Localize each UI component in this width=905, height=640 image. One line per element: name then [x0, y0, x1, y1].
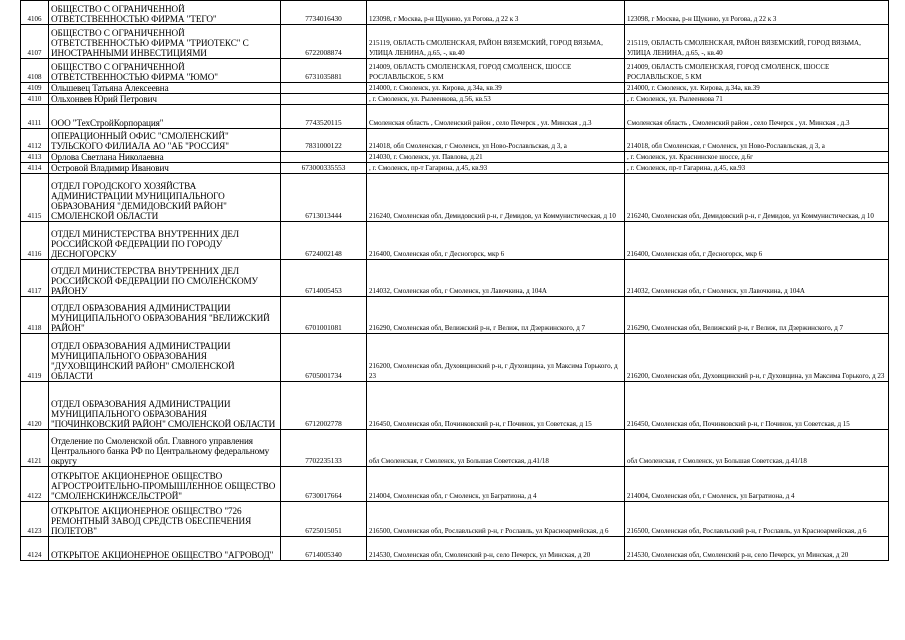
legal-address: 216500, Смоленская обл, Рославльский р-н, г Рославль, ул Красноармейская, д 6: [367, 502, 625, 537]
organization-name: ОПЕРАЦИОННЫЙ ОФИС "СМОЛЕНСКИЙ" ТУЛЬСКОГО ФИЛИАЛА АО "АБ "РОССИЯ": [49, 129, 281, 152]
legal-address: 214530, Смоленская обл, Смоленский р-н, село Печерск, ул Минская, д 20: [367, 537, 625, 561]
organizations-table: [20, 0, 889, 561]
inn-code: 7702235133: [281, 430, 367, 467]
legal-address: 214032, Смоленская обл, г Смоленск, ул Лавочкина, д 104А: [367, 260, 625, 297]
row-number: 4109: [21, 83, 49, 94]
organization-name: ОТДЕЛ ОБРАЗОВАНИЯ АДМИНИСТРАЦИИ МУНИЦИПАЛЬНОГО ОБРАЗОВАНИЯ "ДУХОВЩИНСКИЙ РАЙОН" СМОЛЕНСКОЙ ОБЛАСТИ: [49, 334, 281, 382]
inn-code: 6714005340: [281, 537, 367, 561]
inn-code: 6725015051: [281, 502, 367, 537]
legal-address: 215119, ОБЛАСТЬ СМОЛЕНСКАЯ, РАЙОН ВЯЗЕМСКИЙ, ГОРОД ВЯЗЬМА, УЛИЦА ЛЕНИНА, д.65, -, кв.40: [367, 25, 625, 59]
table-row: [21, 25, 889, 59]
inn-code: 6713013444: [281, 174, 367, 222]
inn-code: 6731035881: [281, 59, 367, 83]
inn-code: 6724002148: [281, 222, 367, 260]
organization-name: ОТДЕЛ ОБРАЗОВАНИЯ АДМИНИСТРАЦИИ МУНИЦИПАЛЬНОГО ОБРАЗОВАНИЯ "ПОЧИНКОВСКИЙ РАЙОН" СМОЛЕНСКОЙ ОБЛАСТИ: [49, 382, 281, 430]
actual-address: 216450, Смоленская обл, Починковский р-н, г Починок, ул Советская, д 15: [625, 382, 889, 430]
table-row: [21, 430, 889, 467]
table-row: [21, 163, 889, 174]
inn-code: [281, 83, 367, 94]
row-number: 4120: [21, 382, 49, 430]
table-row: [21, 83, 889, 94]
table-row: [21, 467, 889, 502]
row-number: 4117: [21, 260, 49, 297]
row-number: 4111: [21, 105, 49, 129]
actual-address: , г. Смоленск, ул. Краснинское шоссе, д.6г: [625, 152, 889, 163]
legal-address: обл Смоленская, г Смоленск, ул Большая Советская, д.41/18: [367, 430, 625, 467]
legal-address: , г. Смоленск, пр-т Гагарина, д.45, кв.93: [367, 163, 625, 174]
row-number: 4107: [21, 25, 49, 59]
organization-name: ОБЩЕСТВО С ОГРАНИЧЕННОЙ ОТВЕТСТВЕННОСТЬЮ ФИРМА "ЮМО": [49, 59, 281, 83]
table-row: [21, 105, 889, 129]
actual-address: 123098, г Москва, р-н Щукино, ул Рогова, д 22 к 3: [625, 1, 889, 25]
legal-address: 123098, г Москва, р-н Щукино, ул Рогова, д 22 к 3: [367, 1, 625, 25]
legal-address: Смоленская область , Смоленский район , село Печерск , ул. Минская , д.3: [367, 105, 625, 129]
table-row: [21, 94, 889, 105]
legal-address: 216400, Смоленская обл, г Десногорск, мкр 6: [367, 222, 625, 260]
actual-address: 216500, Смоленская обл, Рославльский р-н, г Рославль, ул Красноармейская, д 6: [625, 502, 889, 537]
organization-name: Отделение по Смоленской обл. Главного управления Центрального банка РФ по Центральному федеральному округу: [49, 430, 281, 467]
actual-address: Смоленская область , Смоленский район , село Печерск , ул. Минская , д.3: [625, 105, 889, 129]
row-number: 4124: [21, 537, 49, 561]
row-number: 4112: [21, 129, 49, 152]
table-row: [21, 222, 889, 260]
organization-name: ОТДЕЛ МИНИСТЕРСТВА ВНУТРЕННИХ ДЕЛ РОССИЙСКОЙ ФЕДЕРАЦИИ ПО СМОЛЕНСКОМУ РАЙОНУ: [49, 260, 281, 297]
row-number: 4114: [21, 163, 49, 174]
row-number: 4123: [21, 502, 49, 537]
organization-name: ООО "ТехСтройКорпорация": [49, 105, 281, 129]
row-number: 4110: [21, 94, 49, 105]
actual-address: 214004, Смоленская обл, г Смоленск, ул Багратиона, д 4: [625, 467, 889, 502]
table-row: [21, 59, 889, 83]
legal-address: 216450, Смоленская обл, Починковский р-н, г Починок, ул Советская, д 15: [367, 382, 625, 430]
legal-address: , г. Смоленск, ул. Рылеенкова, д.56, кв.53: [367, 94, 625, 105]
row-number: 4121: [21, 430, 49, 467]
inn-code: 6712002778: [281, 382, 367, 430]
table-row: [21, 1, 889, 25]
row-number: 4106: [21, 1, 49, 25]
organization-name: ОТКРЫТОЕ АКЦИОНЕРНОЕ ОБЩЕСТВО "726 РЕМОНТНЫЙ ЗАВОД СРЕДСТВ ОБЕСПЕЧЕНИЯ ПОЛЕТОВ": [49, 502, 281, 537]
row-number: 4108: [21, 59, 49, 83]
inn-code: 7831000122: [281, 129, 367, 152]
inn-code: 673000335553: [281, 163, 367, 174]
row-number: 4113: [21, 152, 49, 163]
inn-code: [281, 152, 367, 163]
actual-address: 214018, обл Смоленская, г Смоленск, ул Ново-Рославльская, д 3, а: [625, 129, 889, 152]
inn-code: 6730017664: [281, 467, 367, 502]
organization-name: ОБЩЕСТВО С ОГРАНИЧЕННОЙ ОТВЕТСТВЕННОСТЬЮ ФИРМА "ТРИОТЕКС" С ИНОСТРАННЫМИ ИНВЕСТИЦИЯМИ: [49, 25, 281, 59]
legal-address: 214000, г. Смоленск, ул. Кирова, д.34а, кв.39: [367, 83, 625, 94]
legal-address: 214004, Смоленская обл, г Смоленск, ул Багратиона, д 4: [367, 467, 625, 502]
actual-address: 216400, Смоленская обл, г Десногорск, мкр 6: [625, 222, 889, 260]
organization-name: ОТДЕЛ МИНИСТЕРСТВА ВНУТРЕННИХ ДЕЛ РОССИЙСКОЙ ФЕДЕРАЦИИ ПО ГОРОДУ ДЕСНОГОРСКУ: [49, 222, 281, 260]
legal-address: 214009, ОБЛАСТЬ СМОЛЕНСКАЯ, ГОРОД СМОЛЕНСК, ШОССЕ РОСЛАВЛЬСКОЕ, 5 КМ: [367, 59, 625, 83]
table-row: [21, 152, 889, 163]
organization-name: Ольшевец Татьяна Алексеевна: [49, 83, 281, 94]
inn-code: 7743520115: [281, 105, 367, 129]
legal-address: 216200, Смоленская обл, Духовщинский р-н, г Духовщина, ул Максима Горького, д 23: [367, 334, 625, 382]
inn-code: 6705001734: [281, 334, 367, 382]
table-body: [21, 1, 889, 561]
actual-address: , г. Смоленск, пр-т Гагарина, д.45, кв.93: [625, 163, 889, 174]
table-row: [21, 382, 889, 430]
organization-name: ОТДЕЛ ОБРАЗОВАНИЯ АДМИНИСТРАЦИИ МУНИЦИПАЛЬНОГО ОБРАЗОВАНИЯ "ВЕЛИЖСКИЙ РАЙОН": [49, 297, 281, 334]
actual-address: 214530, Смоленская обл, Смоленский р-н, село Печерск, ул Минская, д 20: [625, 537, 889, 561]
actual-address: 216290, Смоленская обл, Велижский р-н, г Велиж, пл Дзержинского, д 7: [625, 297, 889, 334]
row-number: 4118: [21, 297, 49, 334]
organization-name: Островой Владимир Иванович: [49, 163, 281, 174]
legal-address: 214018, обл Смоленская, г Смоленск, ул Ново-Рославльская, д 3, а: [367, 129, 625, 152]
organization-name: ОТКРЫТОЕ АКЦИОНЕРНОЕ ОБЩЕСТВО АГРОСТРОИТЕЛЬНО-ПРОМЫШЛЕННОЕ ОБЩЕСТВО "СМОЛЕНСКИНЖСЕЛЬСТРОЙ": [49, 467, 281, 502]
legal-address: 216290, Смоленская обл, Велижский р-н, г Велиж, пл Дзержинского, д 7: [367, 297, 625, 334]
inn-code: 7734016430: [281, 1, 367, 25]
actual-address: , г. Смоленск, ул. Рылеенкова 71: [625, 94, 889, 105]
organization-name: Орлова Светлана Николаевна: [49, 152, 281, 163]
table-row: [21, 502, 889, 537]
table-row: [21, 537, 889, 561]
organization-name: ОБЩЕСТВО С ОГРАНИЧЕННОЙ ОТВЕТСТВЕННОСТЬЮ ФИРМА "ТЕГО": [49, 1, 281, 25]
actual-address: 214032, Смоленская обл, г Смоленск, ул Лавочкина, д 104А: [625, 260, 889, 297]
actual-address: 216240, Смоленская обл, Демидовский р-н, г Демидов, ул Коммунистическая, д 10: [625, 174, 889, 222]
table-row: [21, 260, 889, 297]
actual-address: 216200, Смоленская обл, Духовщинский р-н, г Духовщина, ул Максима Горького, д 23: [625, 334, 889, 382]
inn-code: 6714005453: [281, 260, 367, 297]
actual-address: 215119, ОБЛАСТЬ СМОЛЕНСКАЯ, РАЙОН ВЯЗЕМСКИЙ, ГОРОД ВЯЗЬМА, УЛИЦА ЛЕНИНА, д.65, -, кв.40: [625, 25, 889, 59]
actual-address: 214009, ОБЛАСТЬ СМОЛЕНСКАЯ, ГОРОД СМОЛЕНСК, ШОССЕ РОСЛАВЛЬСКОЕ, 5 КМ: [625, 59, 889, 83]
table-row: [21, 129, 889, 152]
table-row: [21, 174, 889, 222]
row-number: 4115: [21, 174, 49, 222]
inn-code: 6701001081: [281, 297, 367, 334]
organization-name: ОТДЕЛ ГОРОДСКОГО ХОЗЯЙСТВА АДМИНИСТРАЦИИ МУНИЦИПАЛЬНОГО ОБРАЗОВАНИЯ "ДЕМИДОВСКИЙ РАЙОН" СМОЛЕНСКОЙ ОБЛАСТИ: [49, 174, 281, 222]
legal-address: 216240, Смоленская обл, Демидовский р-н, г Демидов, ул Коммунистическая, д 10: [367, 174, 625, 222]
organization-name: Ольхонвев Юрий Петрович: [49, 94, 281, 105]
row-number: 4122: [21, 467, 49, 502]
row-number: 4116: [21, 222, 49, 260]
actual-address: обл Смоленская, г Смоленск, ул Большая Советская, д.41/18: [625, 430, 889, 467]
inn-code: [281, 94, 367, 105]
actual-address: 214000, г. Смоленск, ул. Кирова, д.34а, кв.39: [625, 83, 889, 94]
inn-code: 6722008874: [281, 25, 367, 59]
row-number: 4119: [21, 334, 49, 382]
organization-name: ОТКРЫТОЕ АКЦИОНЕРНОЕ ОБЩЕСТВО "АГРОВОД": [49, 537, 281, 561]
table-row: [21, 334, 889, 382]
legal-address: 214030, г. Смоленск, ул. Павлова, д.21: [367, 152, 625, 163]
table-row: [21, 297, 889, 334]
